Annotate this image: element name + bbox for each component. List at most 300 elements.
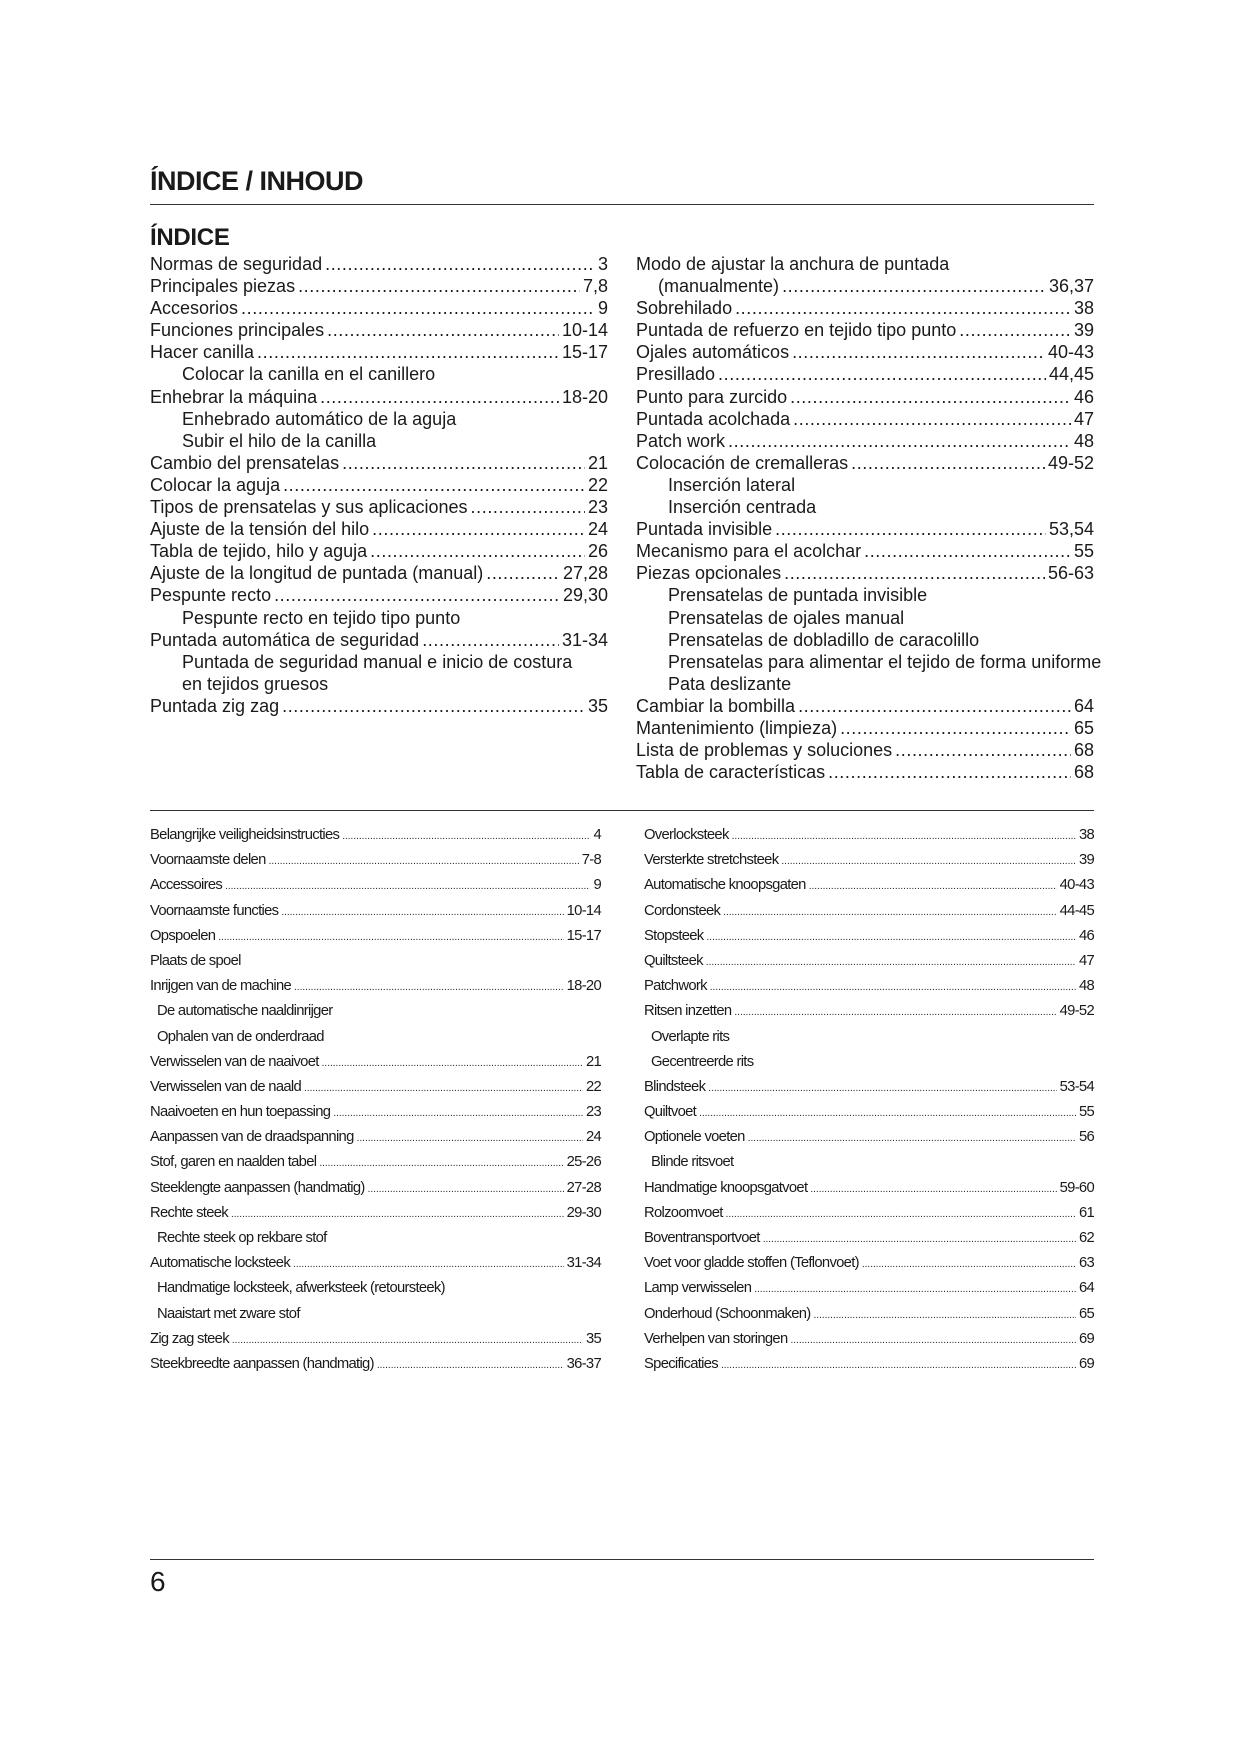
toc-leader-dots — [486, 562, 560, 584]
toc-entry — [636, 363, 1094, 385]
toc-entry-label: Belangrijke veiligheidsinstructies — [150, 827, 340, 843]
toc-entry-page: 46 — [1073, 386, 1094, 407]
toc-entry — [644, 1352, 1094, 1377]
toc-entry — [644, 823, 1094, 848]
toc-entry — [150, 949, 601, 974]
toc-entry-label: (manualmente) — [658, 276, 780, 297]
toc-entry-label: Overlapte rits — [651, 1028, 730, 1045]
toc-entry — [644, 899, 1094, 924]
toc-entry-page: 48 — [1078, 978, 1094, 995]
toc-entry-page: 26 — [587, 541, 608, 562]
toc-entry-label: Specificaties — [644, 1355, 718, 1372]
toc-entry — [150, 1050, 601, 1075]
toc-entry-label: Colocación de cremalleras — [636, 452, 849, 473]
toc-leader-dots — [218, 924, 563, 950]
toc-entry-label: Steekbreedte aanpassen (handmatig) — [150, 1355, 374, 1372]
toc-entry-page: 36,37 — [1048, 276, 1094, 297]
toc-entry-page: 47 — [1073, 408, 1094, 429]
toc-entry-label: Cordonsteek — [644, 902, 721, 919]
toc-entry-label: Naaistart met zware stof — [157, 1305, 300, 1322]
toc-entry-page: 61 — [1078, 1204, 1094, 1221]
toc-entry-label: Boventransportvoet — [644, 1230, 760, 1246]
toc-leader-dots — [840, 717, 1071, 739]
toc-entry-page: 68 — [1073, 740, 1094, 761]
toc-leader-dots — [322, 1050, 583, 1076]
toc-entry-page: 40-43 — [1047, 342, 1094, 363]
toc-entry-page: 53-54 — [1059, 1078, 1094, 1095]
toc-entry-label: Gecentreerde rits — [651, 1053, 754, 1070]
toc-entry — [150, 496, 608, 518]
toc-entry — [636, 496, 1094, 518]
toc-entry-page: 40-43 — [1059, 877, 1094, 894]
toc-entry-label: Verwisselen van de naald — [150, 1078, 302, 1095]
toc-leader-dots — [377, 1352, 564, 1378]
toc-leader-dots — [814, 1302, 1076, 1328]
toc-entry-page: 65 — [1078, 1305, 1094, 1322]
toc-entry — [644, 1226, 1094, 1251]
toc-entry-label: Lamp verwisselen — [644, 1280, 752, 1297]
toc-leader-dots — [320, 386, 559, 408]
toc-leader-dots — [810, 1176, 1056, 1202]
toc-entry-label: Blindsteek — [644, 1078, 706, 1095]
toc-entry — [150, 540, 608, 562]
toc-entry — [636, 673, 1094, 695]
toc-entry-label: Ritsen inzetten — [644, 1003, 732, 1020]
toc-leader-dots — [257, 341, 559, 363]
toc-leader-dots — [333, 1100, 583, 1126]
toc-entry-label: Mantenimiento (limpieza) — [636, 717, 838, 738]
toc-leader-dots — [851, 452, 1045, 474]
toc-entry — [150, 584, 608, 606]
toc-entry — [636, 297, 1094, 319]
toc-entry-page: 64 — [1073, 695, 1094, 716]
toc-entry — [636, 341, 1094, 363]
toc-entry-label: Ophalen van de onderdraad — [157, 1028, 324, 1045]
toc-entry — [150, 974, 601, 999]
toc-entry — [636, 540, 1094, 562]
toc-leader-dots — [319, 1150, 563, 1176]
toc-entry — [150, 1150, 601, 1175]
toc-entry — [150, 629, 608, 651]
toc-entry — [150, 607, 608, 629]
toc-entry — [636, 518, 1094, 540]
toc-entry-label: Tabla de tejido, hilo y aguja — [150, 541, 368, 562]
toc-entry-page: 25-26 — [566, 1154, 601, 1171]
toc-entry — [150, 452, 608, 474]
toc-entry-page: 44-45 — [1059, 902, 1094, 919]
toc-leader-dots — [357, 1125, 583, 1151]
toc-entry-page: 18-20 — [561, 386, 608, 407]
toc-entry-label: Normas de seguridad — [150, 254, 323, 274]
toc-entry — [644, 1302, 1094, 1327]
toc-entry — [636, 562, 1094, 584]
toc-entry-label: Prensatelas de dobladillo de caracolillo — [668, 629, 980, 650]
toc-leader-dots — [728, 430, 1071, 452]
footer-rule — [150, 1559, 1094, 1560]
toc-entry-page: 18-20 — [566, 978, 601, 995]
toc-leader-dots — [754, 1276, 1076, 1302]
toc-leader-dots — [782, 275, 1046, 297]
toc-entry-label: Cambio del prensatelas — [150, 452, 340, 473]
toc-entry-page: 39 — [1078, 852, 1094, 869]
toc-entry-label: Accessoires — [150, 877, 223, 894]
toc-entry-label: en tejidos gruesos — [182, 673, 329, 694]
toc-entry — [644, 1201, 1094, 1226]
dutch-index-left-column — [150, 823, 601, 1377]
toc-entry-label: Voet voor gladde stoffen (Teflonvoet) — [644, 1255, 859, 1272]
toc-leader-dots — [707, 924, 1076, 950]
toc-entry — [636, 739, 1094, 761]
toc-entry-label: Handmatige knoopsgatvoet — [644, 1179, 808, 1196]
toc-entry-label: Plaats de spoel — [150, 952, 241, 969]
toc-entry — [150, 341, 608, 363]
toc-leader-dots — [241, 297, 595, 319]
toc-leader-dots — [793, 408, 1071, 430]
toc-entry-label: Puntada invisible — [636, 519, 773, 540]
toc-leader-dots — [792, 341, 1045, 363]
toc-leader-dots — [342, 823, 590, 849]
toc-entry — [150, 319, 608, 341]
toc-entry — [644, 974, 1094, 999]
toc-entry-page: 22 — [585, 1078, 601, 1095]
toc-entry — [150, 695, 608, 717]
toc-entry-page: 36-37 — [566, 1355, 601, 1372]
toc-leader-dots — [726, 1201, 1076, 1227]
toc-entry-page: 31-34 — [561, 629, 608, 650]
toc-entry-page: 69 — [1078, 1355, 1094, 1372]
toc-entry-page: 65 — [1073, 717, 1094, 738]
toc-entry-page: 48 — [1073, 430, 1094, 451]
toc-entry — [150, 1025, 601, 1050]
toc-entry-label: Handmatige locksteek, afwerksteek (retoursteek) — [157, 1280, 445, 1297]
toc-entry — [636, 584, 1094, 606]
toc-entry-page: 56-63 — [1047, 563, 1094, 584]
toc-entry-label: Colocar la aguja — [150, 474, 281, 495]
toc-entry-label: Presillado — [636, 364, 716, 385]
toc-entry-page: 39 — [1073, 320, 1094, 341]
toc-entry — [644, 999, 1094, 1024]
section-divider-rule — [150, 810, 1094, 811]
toc-entry-page: 22 — [587, 474, 608, 495]
spanish-index-right-column — [636, 253, 1102, 783]
toc-entry — [636, 386, 1094, 408]
toc-leader-dots — [699, 1100, 1076, 1126]
toc-entry-page: 44,45 — [1048, 364, 1094, 385]
toc-entry-label: Inserción lateral — [668, 474, 796, 495]
toc-entry — [150, 651, 608, 673]
toc-entry — [150, 999, 601, 1024]
toc-leader-dots — [775, 518, 1046, 540]
toc-entry-label: Rolzoomvoet — [644, 1204, 723, 1221]
toc-leader-dots — [809, 873, 1057, 899]
toc-entry-label: Patch work — [636, 430, 726, 451]
toc-leader-dots — [790, 386, 1071, 408]
toc-entry — [150, 363, 608, 385]
toc-entry-page: 4 — [593, 827, 601, 843]
toc-entry-label: Pespunte recto en tejido tipo punto — [182, 607, 461, 628]
toc-leader-dots — [269, 848, 579, 874]
toc-entry — [636, 651, 1102, 673]
toc-entry — [636, 695, 1094, 717]
toc-entry-label: Optionele voeten — [644, 1129, 745, 1146]
toc-entry-page: 23 — [585, 1104, 601, 1121]
toc-leader-dots — [864, 540, 1071, 562]
toc-leader-dots — [735, 297, 1071, 319]
toc-entry-page: 47 — [1078, 952, 1094, 969]
toc-entry — [150, 518, 608, 540]
toc-entry-label: Cambiar la bombilla — [636, 695, 796, 716]
toc-entry — [150, 1276, 601, 1301]
toc-entry-page: 3 — [597, 254, 608, 274]
toc-entry-page: 55 — [1078, 1104, 1094, 1121]
toc-entry-page: 9 — [593, 877, 601, 894]
toc-entry — [150, 275, 608, 297]
toc-entry — [636, 452, 1094, 474]
toc-leader-dots — [342, 452, 585, 474]
toc-leader-dots — [471, 496, 585, 518]
toc-entry-label: Quiltsteek — [644, 952, 703, 969]
toc-leader-dots — [282, 695, 585, 717]
toc-leader-dots — [718, 363, 1046, 385]
toc-entry — [636, 607, 1094, 629]
toc-leader-dots — [748, 1125, 1076, 1151]
toc-entry-label: Prensatelas de puntada invisible — [668, 585, 928, 606]
toc-entry-label: Tabla de características — [636, 762, 826, 783]
toc-entry-page: 23 — [587, 497, 608, 518]
toc-leader-dots — [231, 1201, 564, 1227]
toc-entry — [636, 253, 1094, 275]
toc-entry-label: Modo de ajustar la anchura de puntada — [636, 254, 950, 274]
toc-entry-page: 68 — [1073, 762, 1094, 783]
toc-entry — [150, 253, 608, 275]
toc-entry — [636, 319, 1094, 341]
page-title: ÍNDICE / INHOUD — [150, 166, 364, 196]
toc-entry-page: 63 — [1078, 1255, 1094, 1272]
toc-entry-label: Pespunte recto — [150, 585, 272, 606]
toc-entry-page: 49-52 — [1059, 1003, 1094, 1020]
toc-leader-dots — [293, 1251, 564, 1277]
toc-entry-page: 7-8 — [581, 852, 601, 869]
toc-entry-page: 46 — [1078, 927, 1094, 944]
toc-entry — [150, 1327, 601, 1352]
toc-leader-dots — [370, 540, 585, 562]
toc-entry — [150, 297, 608, 319]
toc-entry-page: 15-17 — [561, 342, 608, 363]
toc-entry — [150, 1125, 601, 1150]
toc-leader-dots — [784, 562, 1045, 584]
toc-leader-dots — [763, 1226, 1076, 1252]
toc-entry — [644, 924, 1094, 949]
toc-leader-dots — [274, 584, 560, 606]
toc-entry — [150, 673, 608, 695]
toc-entry-label: Voornaamste functies — [150, 902, 279, 919]
section-title-spanish: ÍNDICE — [150, 224, 230, 251]
toc-entry-page: 29-30 — [566, 1204, 601, 1221]
toc-leader-dots — [895, 739, 1071, 761]
toc-entry-page: 10-14 — [566, 902, 601, 919]
toc-entry — [150, 924, 601, 949]
dutch-index-right-column — [644, 823, 1094, 1377]
toc-entry-label: Subir el hilo de la canilla — [182, 430, 377, 451]
toc-entry — [150, 1075, 601, 1100]
toc-entry — [644, 1327, 1094, 1352]
toc-entry-label: Automatische locksteek — [150, 1255, 291, 1272]
toc-leader-dots — [710, 974, 1076, 1000]
toc-leader-dots — [732, 823, 1076, 849]
toc-entry-label: Funciones principales — [150, 320, 325, 341]
toc-entry-label: Prensatelas para alimentar el tejido de forma uniforme — [668, 651, 1102, 672]
toc-entry — [636, 430, 1094, 452]
toc-entry — [636, 474, 1094, 496]
toc-entry-label: Stof, garen en naalden tabel — [150, 1154, 317, 1171]
toc-entry-page: 21 — [585, 1053, 601, 1070]
toc-entry — [150, 408, 608, 430]
toc-entry — [150, 1201, 601, 1226]
toc-entry-label: Overlocksteek — [644, 827, 729, 843]
toc-entry-label: Pata deslizante — [668, 673, 792, 694]
toc-entry-label: Colocar la canilla en el canillero — [182, 364, 436, 385]
toc-entry-label: De automatische naaldinrijger — [157, 1003, 333, 1020]
toc-entry-page: 38 — [1073, 298, 1094, 319]
toc-entry-label: Rechte steek op rekbare stof — [157, 1230, 327, 1246]
toc-leader-dots — [706, 949, 1076, 975]
toc-leader-dots — [368, 1176, 564, 1202]
toc-entry-label: Voornaamste delen — [150, 852, 266, 869]
toc-entry — [644, 949, 1094, 974]
toc-entry — [636, 408, 1094, 430]
toc-entry — [150, 873, 601, 898]
toc-entry-label: Naaivoeten en hun toepassing — [150, 1104, 331, 1121]
toc-entry-label: Stopsteek — [644, 927, 704, 944]
toc-entry-label: Quiltvoet — [644, 1104, 697, 1121]
toc-entry-label: Puntada zig zag — [150, 695, 280, 716]
toc-entry-page: 9 — [597, 298, 608, 319]
toc-entry-label: Enhebrar la máquina — [150, 386, 318, 407]
toc-entry-page: 64 — [1078, 1280, 1094, 1297]
toc-leader-dots — [281, 899, 563, 925]
toc-leader-dots — [734, 999, 1056, 1025]
toc-entry-page: 29,30 — [562, 585, 608, 606]
toc-leader-dots — [798, 695, 1071, 717]
toc-entry — [636, 717, 1094, 739]
toc-entry-page: 56 — [1078, 1129, 1094, 1146]
toc-entry-label: Punto para zurcido — [636, 386, 788, 407]
toc-leader-dots — [372, 518, 585, 540]
toc-entry-label: Opspoelen — [150, 927, 216, 944]
page-number: 6 — [150, 1566, 166, 1597]
toc-entry-label: Piezas opcionales — [636, 563, 782, 584]
toc-entry-label: Tipos de prensatelas y sus aplicaciones — [150, 497, 468, 518]
toc-entry-page: 55 — [1073, 541, 1094, 562]
toc-entry-label: Puntada de seguridad manual e inicio de costura — [182, 651, 573, 672]
toc-entry-label: Puntada acolchada — [636, 408, 791, 429]
toc-entry-page: 49-52 — [1047, 452, 1094, 473]
toc-entry-label: Inrijgen van de machine — [150, 978, 292, 995]
toc-entry — [150, 386, 608, 408]
toc-entry-label: Hacer canilla — [150, 342, 255, 363]
toc-entry — [150, 1100, 601, 1125]
toc-entry — [150, 1352, 601, 1377]
toc-entry — [644, 848, 1094, 873]
toc-entry-page: 31-34 — [566, 1255, 601, 1272]
toc-entry-page: 62 — [1078, 1230, 1094, 1246]
toc-entry-label: Blinde ritsvoet — [651, 1154, 734, 1171]
toc-leader-dots — [283, 474, 585, 496]
toc-entry-label: Aanpassen van de draadspanning — [150, 1129, 354, 1146]
toc-entry-page: 21 — [587, 452, 608, 473]
toc-entry-label: Lista de problemas y soluciones — [636, 740, 893, 761]
toc-entry-page: 15-17 — [566, 927, 601, 944]
toc-entry — [644, 1150, 1094, 1175]
header-rule — [150, 204, 1094, 205]
toc-entry-page: 35 — [585, 1330, 601, 1347]
spanish-index-left-column — [150, 253, 608, 717]
toc-entry-page: 24 — [585, 1129, 601, 1146]
toc-entry-label: Verwisselen van de naaivoet — [150, 1053, 319, 1070]
toc-entry-label: Automatische knoopsgaten — [644, 877, 806, 894]
toc-entry-page: 27-28 — [566, 1179, 601, 1196]
toc-leader-dots — [708, 1075, 1056, 1101]
toc-entry — [644, 1075, 1094, 1100]
toc-leader-dots — [862, 1251, 1076, 1277]
toc-entry — [644, 1025, 1094, 1050]
toc-entry-label: Zig zag steek — [150, 1330, 229, 1347]
toc-entry-page: 24 — [587, 519, 608, 540]
toc-leader-dots — [791, 1327, 1076, 1353]
toc-entry-label: Sobrehilado — [636, 298, 733, 319]
toc-entry-page: 10-14 — [561, 320, 608, 341]
toc-leader-dots — [325, 253, 595, 275]
toc-leader-dots — [721, 1352, 1076, 1378]
toc-leader-dots — [828, 761, 1071, 783]
toc-entry-label: Enhebrado automático de la aguja — [182, 408, 457, 429]
toc-entry-label: Steeklengte aanpassen (handmatig) — [150, 1179, 365, 1196]
toc-entry-label: Inserción centrada — [668, 497, 817, 518]
toc-entry-label: Principales piezas — [150, 276, 296, 297]
toc-entry — [150, 1251, 601, 1276]
toc-entry-label: Verhelpen van storingen — [644, 1330, 788, 1347]
toc-entry — [150, 1302, 601, 1327]
toc-entry — [150, 474, 608, 496]
toc-entry-label: Rechte steek — [150, 1204, 228, 1221]
toc-leader-dots — [959, 319, 1071, 341]
toc-entry-page: 7,8 — [582, 276, 608, 297]
toc-entry-page: 59-60 — [1059, 1179, 1094, 1196]
toc-entry — [150, 1176, 601, 1201]
toc-entry — [644, 1125, 1094, 1150]
toc-leader-dots — [225, 873, 590, 899]
toc-entry — [150, 823, 601, 848]
toc-entry — [150, 430, 608, 452]
toc-leader-dots — [232, 1327, 583, 1353]
toc-entry-label: Puntada de refuerzo en tejido tipo punto — [636, 320, 957, 341]
toc-entry — [644, 1050, 1094, 1075]
toc-entry-label: Versterkte stretchsteek — [644, 852, 779, 869]
toc-leader-dots — [304, 1075, 583, 1101]
toc-entry — [636, 275, 1094, 297]
toc-entry-label: Ajuste de la longitud de puntada (manual) — [150, 563, 484, 584]
toc-leader-dots — [294, 974, 564, 1000]
toc-entry-page: 35 — [587, 695, 608, 716]
toc-entry — [150, 848, 601, 873]
toc-leader-dots — [298, 275, 580, 297]
toc-entry-page: 69 — [1078, 1330, 1094, 1347]
toc-entry-label: Patchwork — [644, 978, 707, 995]
toc-leader-dots — [781, 848, 1076, 874]
toc-entry — [644, 1251, 1094, 1276]
toc-entry — [636, 629, 1094, 651]
toc-entry-page: 27,28 — [562, 563, 608, 584]
